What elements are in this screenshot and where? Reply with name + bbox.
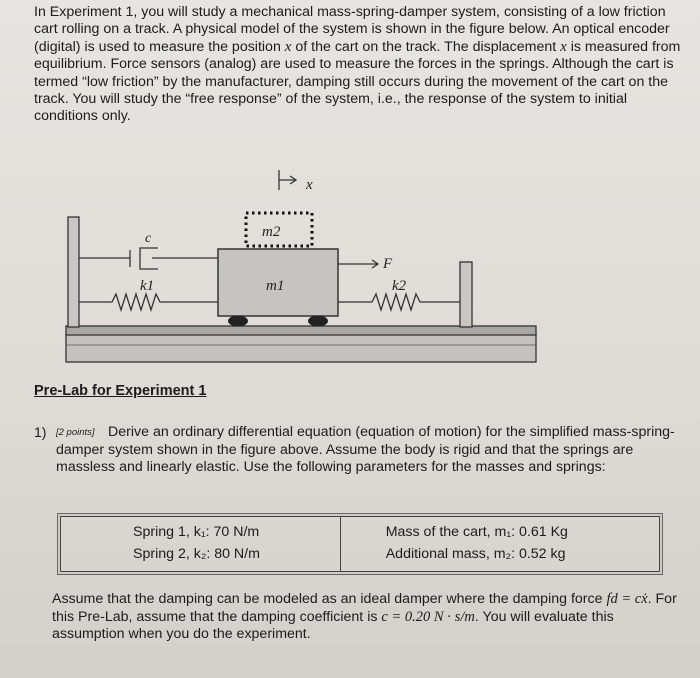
question-text: Derive an ordinary differential equation (equation of motion) for the simplified mass-spring-damper system shown in the figure above. Assume the body is rigid and that the springs are massless and linearly elastic. Use the following parameters for the masses and springs: [56, 424, 675, 476]
label-k1: k1 [140, 278, 155, 294]
prelab-heading: Pre-Lab for Experiment 1 [34, 383, 207, 399]
label-m2: m2 [262, 224, 281, 240]
spring-k1 [79, 294, 218, 310]
spring2-value: Spring 2, k₂: 80 N/m [133, 546, 260, 562]
mass-add-value: Additional mass, m₂: 0.52 kg [385, 546, 566, 562]
damping-unit: s/m [454, 608, 475, 625]
question-points: [2 points] [56, 427, 95, 438]
spring-k2 [338, 294, 460, 310]
label-x: x [306, 177, 313, 193]
intro-text-2: of the cart on the track. The displacement [291, 38, 561, 55]
intro-text-1: In Experiment 1, you will study a mechanical mass-spring-damper system, consisting of a low friction cart rolling on a track. A physical model of the system is shown in the figure below. An optical encoder (digital) is used to measure the position [34, 4, 670, 55]
left-wall [68, 217, 79, 327]
cart-wheel-left [228, 316, 248, 327]
var-x-2: x [560, 38, 567, 55]
mass-cart-value: Mass of the cart, m₁: 0.61 Kg [385, 524, 568, 540]
damping-coefficient-value: c = 0.20 N · [381, 608, 451, 625]
intro-text-3: is measured from equilibrium. Force sensors (analog) are used to measure the forces in the springs. Although the cart is termed “low friction” by the manufacturer, damping still occurs during the movement of the cart on the track. You will study the “free response” of the system, i.e., the response of the system to initial conditions only. [34, 38, 681, 125]
assumption-paragraph [52, 591, 682, 644]
question-number: 1) [34, 424, 47, 440]
var-x-1: x [284, 38, 292, 55]
table-row [61, 517, 660, 572]
assumption-text-4: . You will evaluate this assumption when you do the experiment. [52, 608, 614, 643]
spring1-value: Spring 1, k₁: 70 N/m [133, 524, 260, 540]
label-c: c [145, 231, 152, 246]
track-base [66, 334, 536, 362]
cart-wheel-right [308, 316, 328, 327]
label-f: F [383, 256, 393, 272]
label-m1: m1 [266, 278, 285, 294]
parameter-table [60, 516, 660, 572]
assumption-text-1: Assume that the damping can be modeled as an ideal damper where the damping force [52, 591, 607, 607]
table-cell-springs [61, 517, 341, 572]
mass-spring-damper-figure [0, 160, 700, 375]
right-wall [460, 262, 472, 327]
table-cell-masses [340, 517, 659, 572]
damping-force-equation: fd = cẋ [606, 591, 648, 607]
intro-paragraph [34, 4, 684, 126]
label-k2: k2 [392, 278, 407, 294]
assumption-text-2: . For this Pre-Lab, assume that the damping coefficient is [52, 591, 677, 625]
